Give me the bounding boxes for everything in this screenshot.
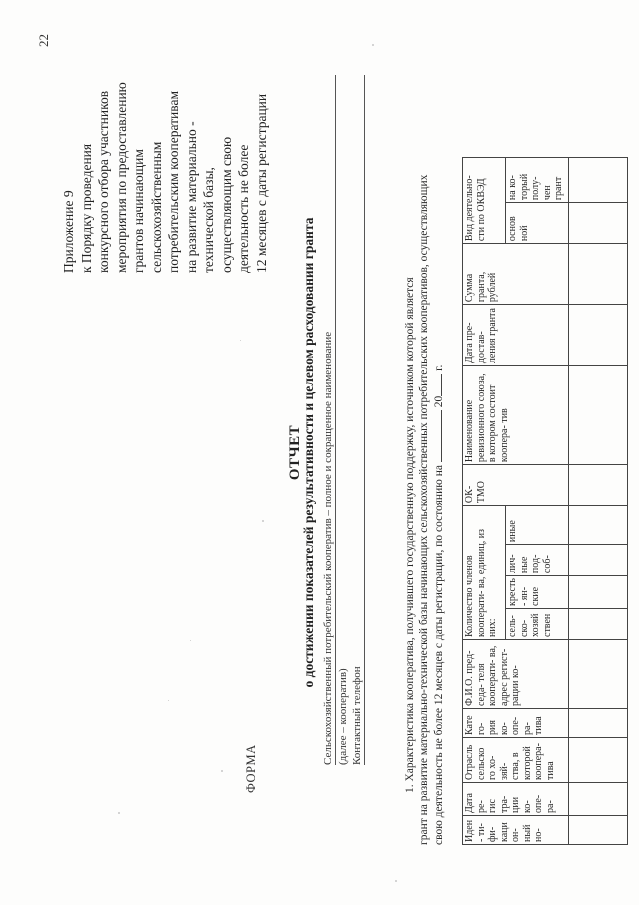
header-union: Наименование ревизионного союза, в котором состоит коопера- тив [463,366,569,465]
appendix-line: грантов начинающим [131,149,146,273]
cooperative-name-line [322,75,336,765]
header-okved-main: основ ной [506,203,569,244]
report-subtitle: о достижении показателей результативности и целевом расходовании гранта [301,217,316,688]
paragraph-year-suffix: г. [433,364,445,371]
appendix-line: на развитие материально - [183,121,199,273]
table-cell [569,738,628,783]
header-oktmo: ОК- ТМО [463,465,569,506]
scan-speck [221,770,223,772]
appendix-line: сельскохозяйственным [148,141,164,273]
header-okved: Вид деятельно- сти по ОКВЭД [463,158,506,244]
header-members-other: иные [506,506,569,545]
appendix-line: осуществляющим свою [218,136,234,273]
scan-speck [190,640,191,641]
appendix-line: деятельность не более [236,144,251,273]
table-cell [569,158,628,203]
date-blank [431,410,442,462]
header-okved-grant: на ко- торый полу- чен грант [506,158,569,203]
table-cell [569,465,628,506]
appendix-line: 12 месяцев с даты регистрации [253,93,269,273]
appendix-line: технической базы, [201,167,216,273]
appendix-line: потребительским кооперативам [166,90,181,273]
table-cell [569,305,628,366]
cooperative-report-table [462,157,628,845]
table-cell [569,244,628,305]
report-title: ОТЧЕТ [287,424,303,481]
table-row [569,158,628,845]
paragraph-line-3-text: свою деятельность не более 12 месяцев с даты регистрации, по состоянию на [433,465,445,845]
header-members-farm: кресть - ян- ские [506,576,569,609]
appendix-line: к Порядку проведения [78,143,94,273]
header-ident: Иден - ти- фи- каци он- ный но- [463,816,569,845]
cooperative-note-label: (далее – кооператив) [337,668,349,765]
table-cell [569,609,628,640]
header-members-agri: сель- ско- хозяй ствен [506,609,569,640]
table-cell [569,506,628,545]
scan-speck [372,44,374,46]
page-number: 22 [36,34,51,47]
table-cell [569,203,628,244]
table-cell [569,576,628,609]
appendix-line: конкурсного отбора участников [96,90,111,273]
phone-line [351,75,365,765]
scan-speck [240,340,241,341]
header-members-count: Количество членов кооперати- ва, единиц, из них: [463,506,506,640]
header-date-reg: Дата ре- гис тра- ции ко- опе- ра- [463,783,569,816]
scan-speck [168,700,169,701]
phone-label: Контактный телефон [351,666,363,765]
table-cell [569,366,628,465]
paragraph-line-3 [431,15,447,845]
table-cell [569,545,628,576]
paragraph-line-2: грант на развитие материально-технической базы начинающих сельскохозяйственных потребительских кооперативов, осуществляющих [417,174,430,845]
form-label: ФОРМА [244,744,258,793]
appendix-line: Приложение 9 [61,190,76,273]
header-members-personal: лич- ные под- соб- [506,545,569,576]
table-cell [569,816,628,845]
header-industry: Отрасль сельско го хо- зяй- ства, в которой коопера- тива [463,738,569,783]
paragraph-line-1: 1. Характеристика кооператива, получившего государственную поддержку, источником которой является [404,277,416,793]
characteristic-paragraph [404,15,447,845]
scan-speck [118,812,120,814]
year-blank [431,374,442,396]
header-grant-sum: Сумма гранта, рублей [463,244,569,305]
scan-speck [262,520,264,522]
header-chairman: Ф.И.О. пред- седа- теля кооперати- ва, адрес регист- рации ко- [463,640,569,709]
appendix-line: мероприятия по предоставлению [113,82,129,273]
header-category: Кате го- рия ко- опе- ра- тива [463,709,569,738]
paragraph-year: 20 [433,395,445,408]
table-header-row [463,158,506,845]
table-cell [569,640,628,709]
cooperative-info-fields [322,75,366,765]
table-cell [569,783,628,816]
appendix-header [60,3,270,273]
cooperative-name-label: Сельскохозяйственный потребительский кооператив – полное и сокращенное наименование [322,331,334,765]
scan-speck [395,880,397,882]
table-cell [569,709,628,738]
cooperative-note-line [337,75,350,765]
header-grant-date: Дата пре- достав- ления гранта [463,305,569,366]
